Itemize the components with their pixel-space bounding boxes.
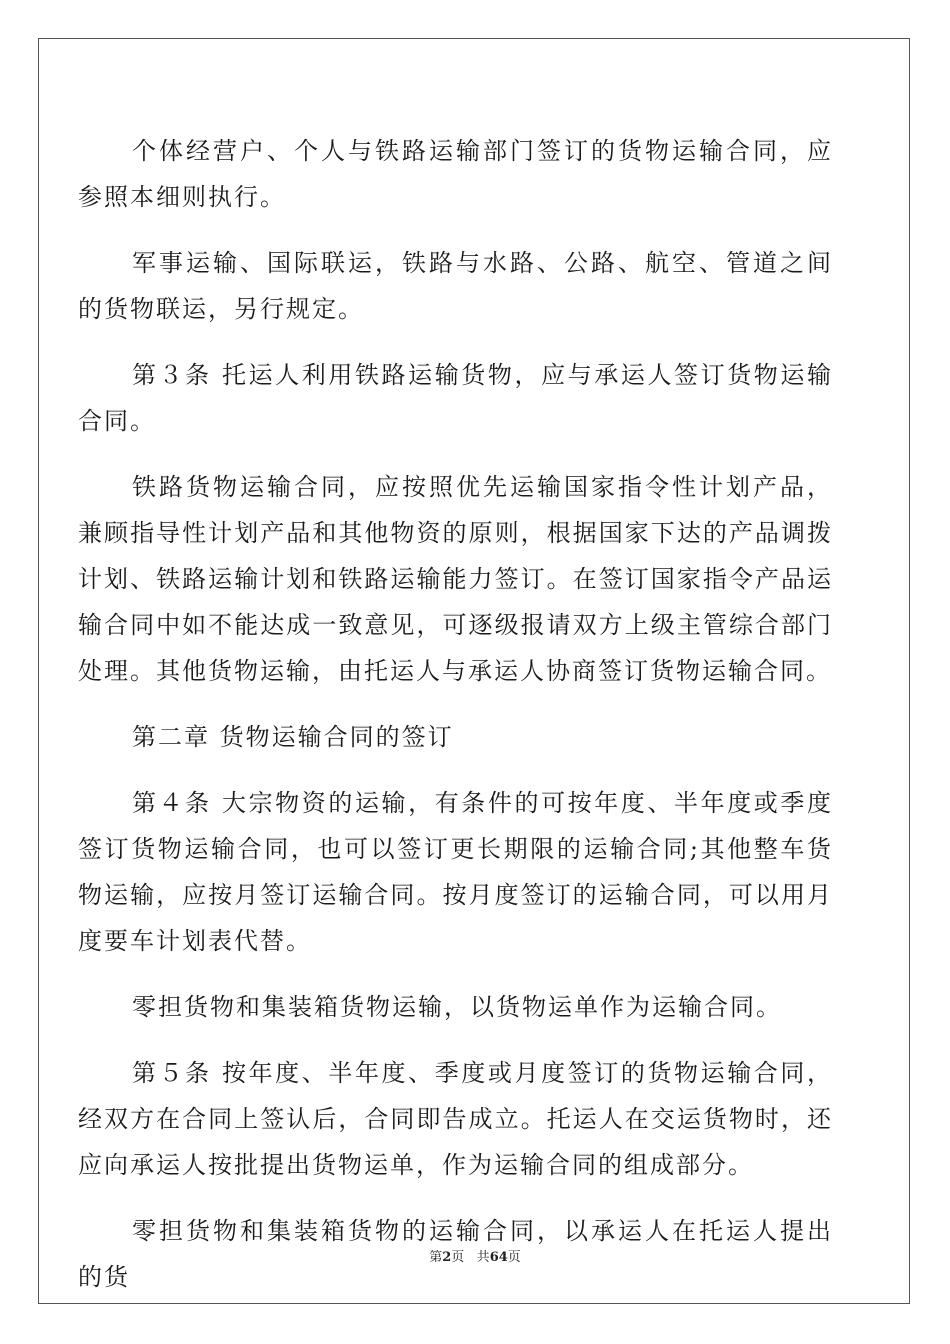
paragraph: 军事运输、国际联运，铁路与水路、公路、航空、管道之间的货物联运，另行规定。 bbox=[78, 249, 833, 323]
paragraph: 铁路货物运输合同，应按照优先运输国家指令性计划产品，兼顾指导性计划产品和其他物资的原则，根据国家下达的产品调拨计划、铁路运输计划和铁路运输能力签订。在签订国家指令产品运输合同中如不能达成一致意见，可逐级报请双方上级主管综合部门处理。其他货物运输，由托运人与承运人协商签订货物运输合同。 bbox=[78, 473, 833, 685]
paragraph: 第５条 按年度、半年度、季度或月度签订的货物运输合同，经双方在合同上签认后，合同即告成立。托运人在交运货物时，还应向承运人按批提出货物运单，作为运输合同的组成部分。 bbox=[78, 1059, 833, 1179]
footer-total-prefix: 共 bbox=[476, 1250, 490, 1265]
page-footer bbox=[0, 1246, 950, 1265]
footer-page-unit: 页 bbox=[451, 1250, 465, 1265]
current-page-number: 2 bbox=[442, 1250, 452, 1265]
footer-total-unit: 页 bbox=[507, 1250, 521, 1265]
paragraph: 个体经营户、个人与铁路运输部门签订的货物运输合同，应参照本细则执行。 bbox=[78, 137, 833, 211]
paragraph: 第３条 托运人利用铁路运输货物，应与承运人签订货物运输合同。 bbox=[78, 361, 833, 435]
paragraph: 零担货物和集装箱货物运输，以货物运单作为运输合同。 bbox=[132, 993, 782, 1021]
paragraph: 第４条 大宗物资的运输，有条件的可按年度、半年度或季度签订货物运输合同，也可以签订更长期限的运输合同;其他整车货物运输，应按月签订运输合同。按月度签订的运输合同，可以用月度要车计划表代替。 bbox=[78, 789, 833, 955]
document-body bbox=[78, 128, 833, 1320]
paragraph: 零担货物和集装箱货物的运输合同，以承运人在托运人提出的货 bbox=[78, 1217, 833, 1291]
chapter-heading: 第二章 货物运输合同的签订 bbox=[132, 723, 454, 751]
footer-prefix: 第 bbox=[429, 1250, 443, 1265]
total-page-count: 64 bbox=[489, 1250, 508, 1265]
